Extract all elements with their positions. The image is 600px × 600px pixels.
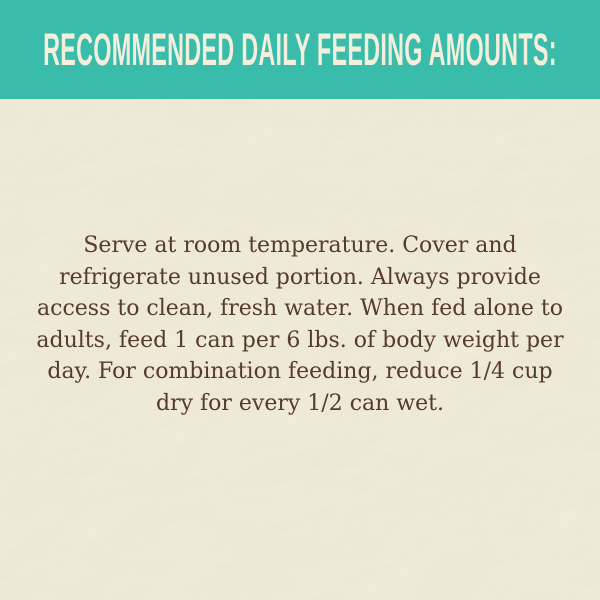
- header-banner: [0, 0, 600, 99]
- feeding-instructions: [0, 230, 600, 420]
- instructions-line: access to clean, fresh water. When fed alone to: [37, 296, 563, 322]
- banner-title: RECOMMENDED DAILY FEEDING AMOUNTS:: [43, 23, 557, 75]
- instructions-line: refrigerate unused portion. Always provide: [59, 264, 541, 290]
- instructions-line: Serve at room temperature. Cover and: [83, 233, 517, 258]
- instructions-line: day. For combination feeding, reduce 1/4 cup: [47, 359, 553, 385]
- instructions-line: adults, feed 1 can per 6 lbs. of body weight per: [36, 327, 564, 353]
- instructions-line: dry for every 1/2 can wet.: [155, 390, 444, 416]
